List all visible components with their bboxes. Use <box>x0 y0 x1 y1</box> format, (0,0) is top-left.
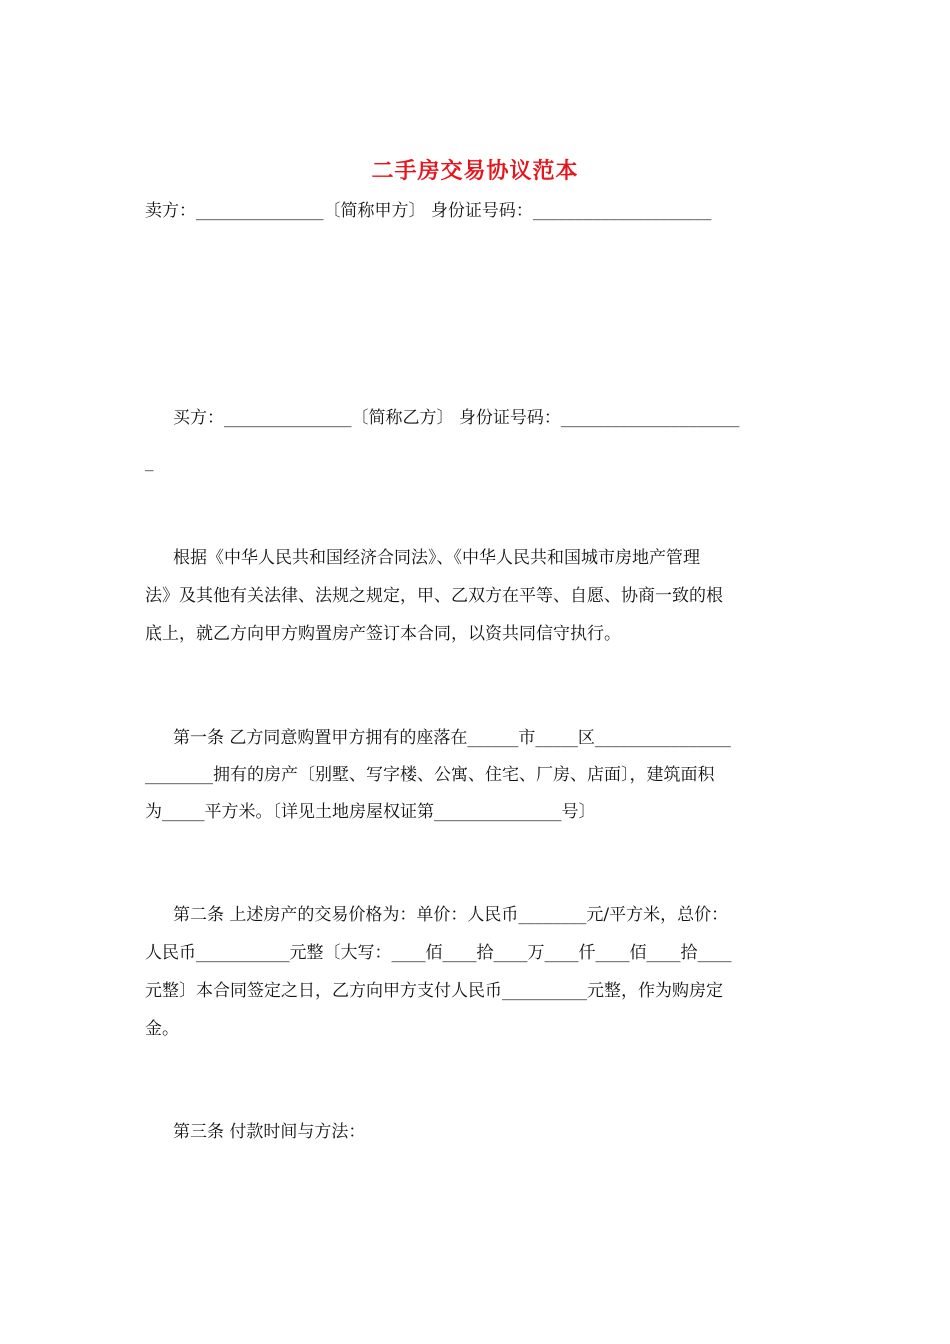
article-2-line: 人民币___________元整〔大写：____佰____拾____万____仟____佰____拾____ <box>145 943 732 963</box>
article-2-line: 元整〕本合同签定之日，乙方向甲方支付人民币__________元整，作为购房定 <box>145 981 723 1001</box>
article-1-line: 第一条 乙方同意购置甲方拥有的座落在______市_____区________________ <box>173 728 731 748</box>
preamble-line: 根据《中华人民共和国经济合同法》、《中华人民共和国城市房地产管理 <box>173 548 700 568</box>
preamble-line: 底上，就乙方向甲方购置房产签订本合同，以资共同信守执行。 <box>145 624 621 644</box>
seller-line: 卖方：_______________〔简称甲方〕 身份证号码：_____________________ <box>145 201 712 221</box>
article-1-line: ________拥有的房产〔别墅、写字楼、公寓、住宅、厂房、店面〕，建筑面积 <box>145 765 715 785</box>
article-3-heading: 第三条 付款时间与方法： <box>173 1122 366 1142</box>
buyer-line: 买方：_______________〔简称乙方〕 身份证号码：_____________________ <box>173 408 740 428</box>
article-1-line: 为_____平方米。〔详见土地房屋权证第_______________号〕 <box>145 802 596 822</box>
preamble-line: 法》及其他有关法律、法规之规定，甲、乙双方在平等、自愿、协商一致的根 <box>145 586 723 606</box>
article-2-line: 第二条 上述房产的交易价格为：单价：人民币________元/平方米，总价： <box>173 905 729 925</box>
buyer-line-continuation: _ <box>145 452 154 472</box>
document-title: 二手房交易协议范本 <box>371 158 579 184</box>
article-2-line: 金。 <box>145 1019 179 1039</box>
